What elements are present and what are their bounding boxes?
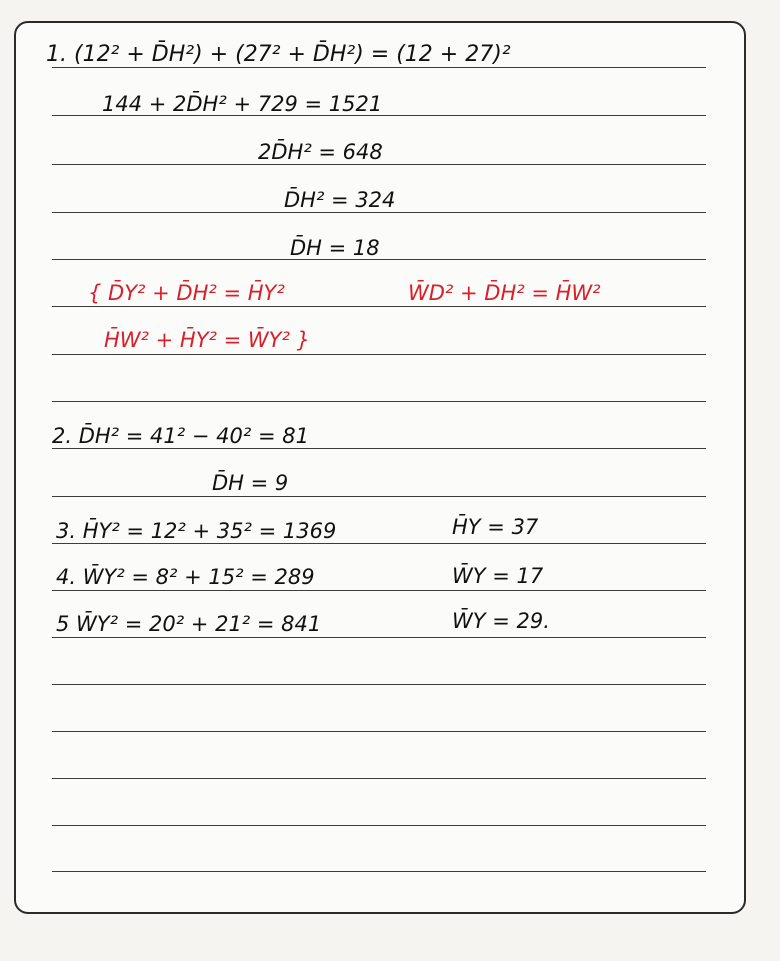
problem-2-equation: 2. D̄H² = 41² − 40² = 81 — [52, 424, 309, 448]
problem-1-equation: 1. (12² + D̄H²) + (27² + D̄H²) = (12 + 27)² — [46, 42, 511, 67]
problem-4-equation: 4. W̄Y² = 8² + 15² = 289 — [56, 565, 315, 589]
note-equation-3: H̄W² + H̄Y² = W̄Y² } — [104, 328, 310, 352]
ruled-line — [52, 825, 706, 826]
problem-1-step-1: 144 + 2D̄H² + 729 = 1521 — [102, 92, 383, 116]
ruled-line — [52, 731, 706, 732]
problem-1-answer: D̄H = 18 — [290, 236, 380, 260]
ruled-line — [52, 871, 706, 872]
ruled-line — [52, 354, 706, 355]
ruled-line — [52, 637, 706, 638]
ruled-line — [52, 496, 706, 497]
problem-5-answer: W̄Y = 29. — [452, 609, 550, 633]
ruled-line — [52, 212, 706, 213]
ruled-line — [52, 401, 706, 402]
note-equation-2: W̄D² + D̄H² = H̄W² — [408, 281, 601, 305]
note-equation-1: { D̄Y² + D̄H² = H̄Y² — [88, 281, 285, 305]
ruled-line — [52, 590, 706, 591]
problem-4-answer: W̄Y = 17 — [452, 564, 544, 588]
ruled-line — [52, 543, 706, 544]
problem-3-equation: 3. H̄Y² = 12² + 35² = 1369 — [56, 519, 337, 543]
ruled-line — [52, 67, 706, 68]
problem-5-equation: 5 W̄Y² = 20² + 21² = 841 — [56, 612, 322, 636]
ruled-line — [52, 164, 706, 165]
ruled-line — [52, 306, 706, 307]
ruled-line — [52, 778, 706, 779]
problem-2-answer: D̄H = 9 — [212, 471, 289, 495]
problem-3-answer: H̄Y = 37 — [452, 515, 539, 539]
ruled-line — [52, 684, 706, 685]
problem-1-step-3: D̄H² = 324 — [284, 188, 396, 212]
ruled-line — [52, 448, 706, 449]
problem-1-step-2: 2D̄H² = 648 — [258, 140, 383, 164]
